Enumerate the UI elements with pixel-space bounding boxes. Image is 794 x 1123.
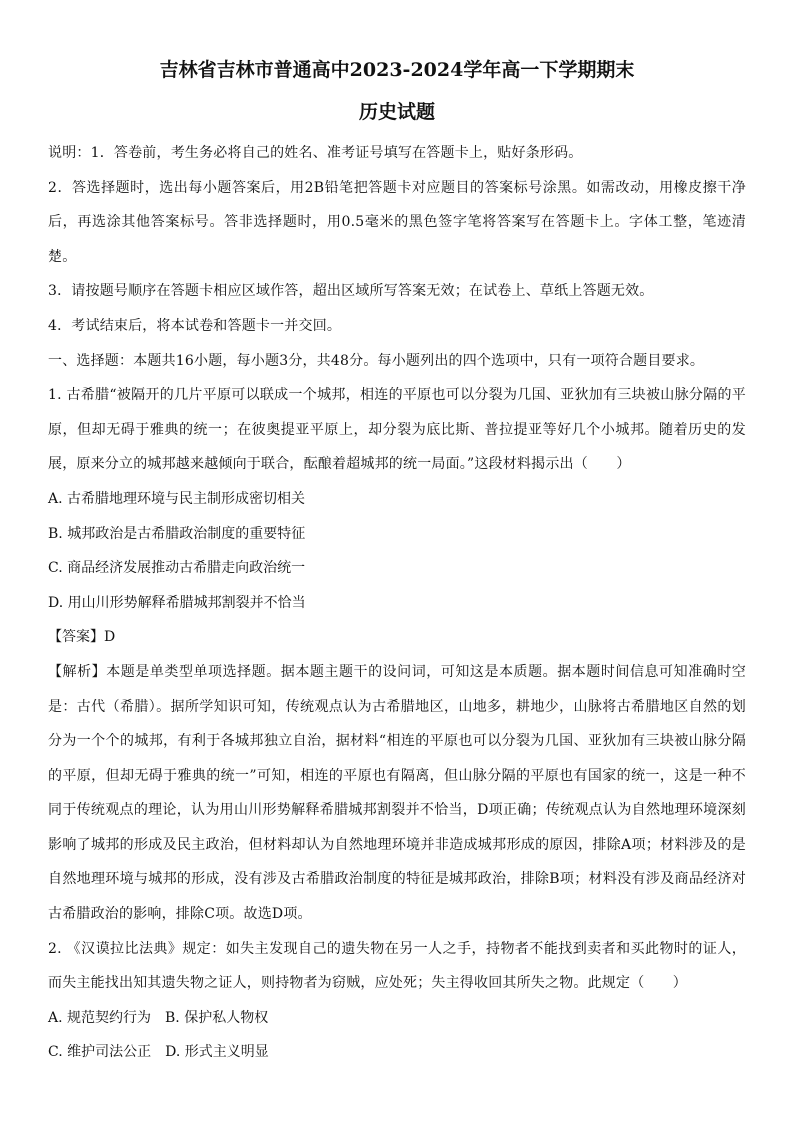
question-1-answer: 【答案】D — [48, 629, 116, 646]
question-2-options-ab: A. 规范契约行为 B. 保护私人物权 — [48, 1009, 269, 1026]
instruction-4: 4．考试结束后，将本试卷和答题卡一并交回。 — [48, 317, 342, 334]
document-subtitle: 历史试题 — [358, 101, 435, 123]
document-title: 吉林省吉林市普通高中2023-2024学年高一下学期期末 — [159, 59, 635, 81]
instruction-1: 说明：1．答卷前，考生务必将自己的姓名、准考证号填写在答题卡上，贴好条形码。 — [48, 145, 583, 161]
instruction-2: 2．答选择题时，选出每小题答案后，用2B铅笔把答题卡对应题目的答案标号涂黑。如需改动，用橡皮擦干净后，再选涂其他答案标号。答非选择题时，用0.5毫米的黑色签字笔将答案写在答题卡上。字体工整，笔迹清楚。 — [48, 179, 746, 265]
question-1-analysis: 【解析】本题是单类型单项选择题。据本题主题干的设问词，可知这是本质题。据本题时间信息可知准确时空是：古代（希腊）。据所学知识可知，传统观点认为古希腊地区，山地多，耕地少，山脉将古希腊地区自然的划分为一个个的城邦，有利于各城邦独立自治，据材料“相连的平原也可以分裂为几国、亚狄加有三块被山脉分隔的平原，但却无碍于雅典的统一”可知，相连的平原也有隔离，但山脉分隔的平原也有国家的统一，这是一种不同于传统观点的理论，认为用山川形势解释希腊城邦割裂并不恰当，D项正确；传统观点认为自然地理环境深刻影响了城邦的形成及民主政治，但材料却认为自然地理环境并非造成城邦形成的原因，排除A项；材料涉及的是自然地理环境与城邦的形成，没有涉及古希腊政治制度的特征是城邦政治，排除B项；材料没有涉及商品经济对古希腊政治的影响，排除C项。故选D项。 — [48, 663, 746, 923]
question-1-option-a: A. 古希腊地理环境与民主制形成密切相关 — [48, 490, 306, 507]
question-1-stem: 1. 古希腊“被隔开的几片平原可以联成一个城邦，相连的平原也可以分裂为几国、亚狄加有三块被山脉分隔的平原，但却无碍于雅典的统一；在彼奥提亚平原上，却分裂为底比斯、普拉提亚等好几个小城邦。随着历史的发展，原来分立的城邦越来越倾向于联合，酝酿着超城邦的统一局面。”这段材料揭示出（ ） — [48, 387, 746, 473]
section-heading: 一、选择题：本题共16小题，每小题3分，共48分。每小题列出的四个选项中，只有一项符合题目要求。 — [48, 352, 705, 369]
question-1-option-d: D. 用山川形势解释希腊城邦割裂并不恰当 — [48, 594, 306, 611]
question-1-option-b: B. 城邦政治是古希腊政治制度的重要特征 — [48, 525, 306, 542]
question-2-options-cd: C. 维护司法公正 D. 形式主义明显 — [48, 1044, 269, 1061]
question-2-stem: 2. 《汉谟拉比法典》规定：如失主发现自己的遗失物在另一人之手，持物者不能找到卖者和买此物时的证人，而失主能找出知其遗失物之证人，则持物者为窃贼，应处死；失主得收回其所失之物。此规定（ ） — [48, 940, 746, 992]
instruction-3: 3．请按题号顺序在答题卡相应区域作答，超出区域所写答案无效；在试卷上、草纸上答题无效。 — [48, 283, 654, 300]
question-1-option-c: C. 商品经济发展推动古希腊走向政治统一 — [48, 560, 306, 577]
